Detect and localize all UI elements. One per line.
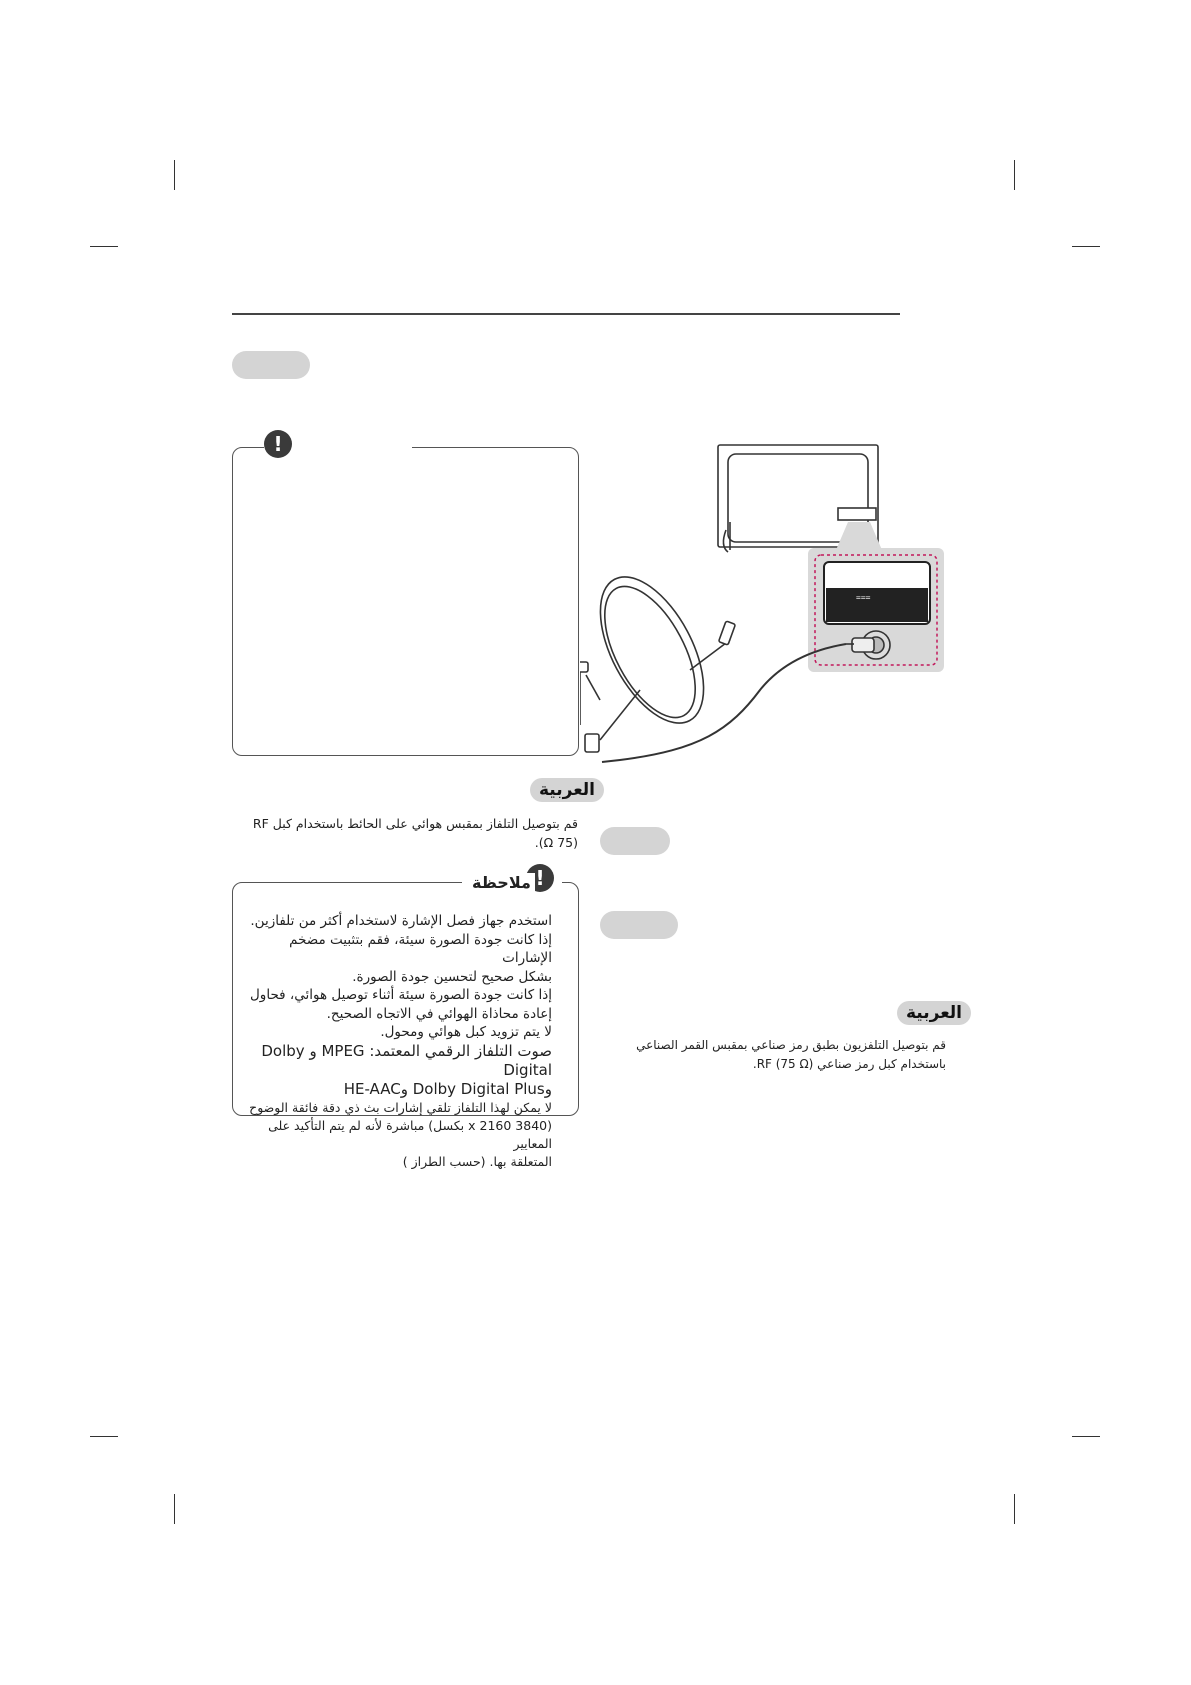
instruction-line: باستخدام كبل رمز صناعي RF (75 Ω). [752,1057,946,1071]
crop-mark [1072,1436,1100,1437]
note-item: صوت التلفاز الرقمي المعتمد: MPEG و Dolby Digital [261,1041,552,1079]
crop-mark [174,1494,175,1524]
port-block-dark [826,588,928,622]
crop-mark [90,246,118,247]
note-list [242,912,552,1171]
note-item: استخدم جهاز فصل الإشارة لاستخدام أكثر من تلفازين. [250,913,552,929]
port-label: === [856,593,871,602]
caution-header-gap [300,440,412,456]
section-title-arabic: العربية [897,1001,971,1025]
warning-icon: ! [526,864,554,892]
instruction-line: قم بتوصيل التلفاز بمقبس هوائي على الحائط باستخدام كبل RF [252,816,578,831]
instruction-line: (75 Ω). [534,835,578,850]
instruction-line: قم بتوصيل التلفزيون بطبق رمز صناعي بمقبس القمر الصناعي [636,1038,946,1052]
note-item: لا يتم تزويد كبل هوائي ومحول. [380,1024,552,1040]
crop-mark [1014,1494,1015,1524]
crop-mark [1014,160,1015,190]
crop-mark [174,160,175,190]
satellite-dish [580,561,735,752]
redacted-label [600,827,670,855]
section-title-arabic: العربية [530,778,604,802]
crop-mark [90,1436,118,1437]
note-item: إذا كانت جودة الصورة سيئة، فقم بتثبيت مضخم الإشارات [289,931,552,966]
crop-mark [1072,246,1100,247]
note-item: إذا كانت جودة الصورة سيئة أثناء توصيل هوائي، فحاول [250,987,552,1003]
satellite-connection-diagram [580,440,950,780]
satellite-instruction [600,1036,946,1074]
note-item: المتعلقة بها. (حسب الطراز ) [402,1153,552,1169]
note-item: بشكل صحيح لتحسين جودة الصورة. [352,968,552,985]
note-label: ملاحظة [468,873,535,892]
caution-box [232,447,579,756]
redacted-label [232,351,310,379]
redacted-label [600,911,678,939]
note-item: لا يمكن لهذا التلفاز تلقي إشارات بث ذي دقة فائقة الوضوح [249,1099,552,1115]
note-item: (3840 x 2160 بكسل) مباشرة لأنه لم يتم التأكيد على المعايير [268,1117,552,1151]
warning-icon: ! [264,430,292,458]
callout-pointer [836,522,882,550]
header-rule [232,313,900,315]
note-item: إعادة محاذاة الهوائي في الاتجاه الصحيح. [326,1005,552,1022]
antenna-instruction [232,814,578,852]
note-item: وDolby Digital Plus وHE-AAC [343,1079,552,1098]
